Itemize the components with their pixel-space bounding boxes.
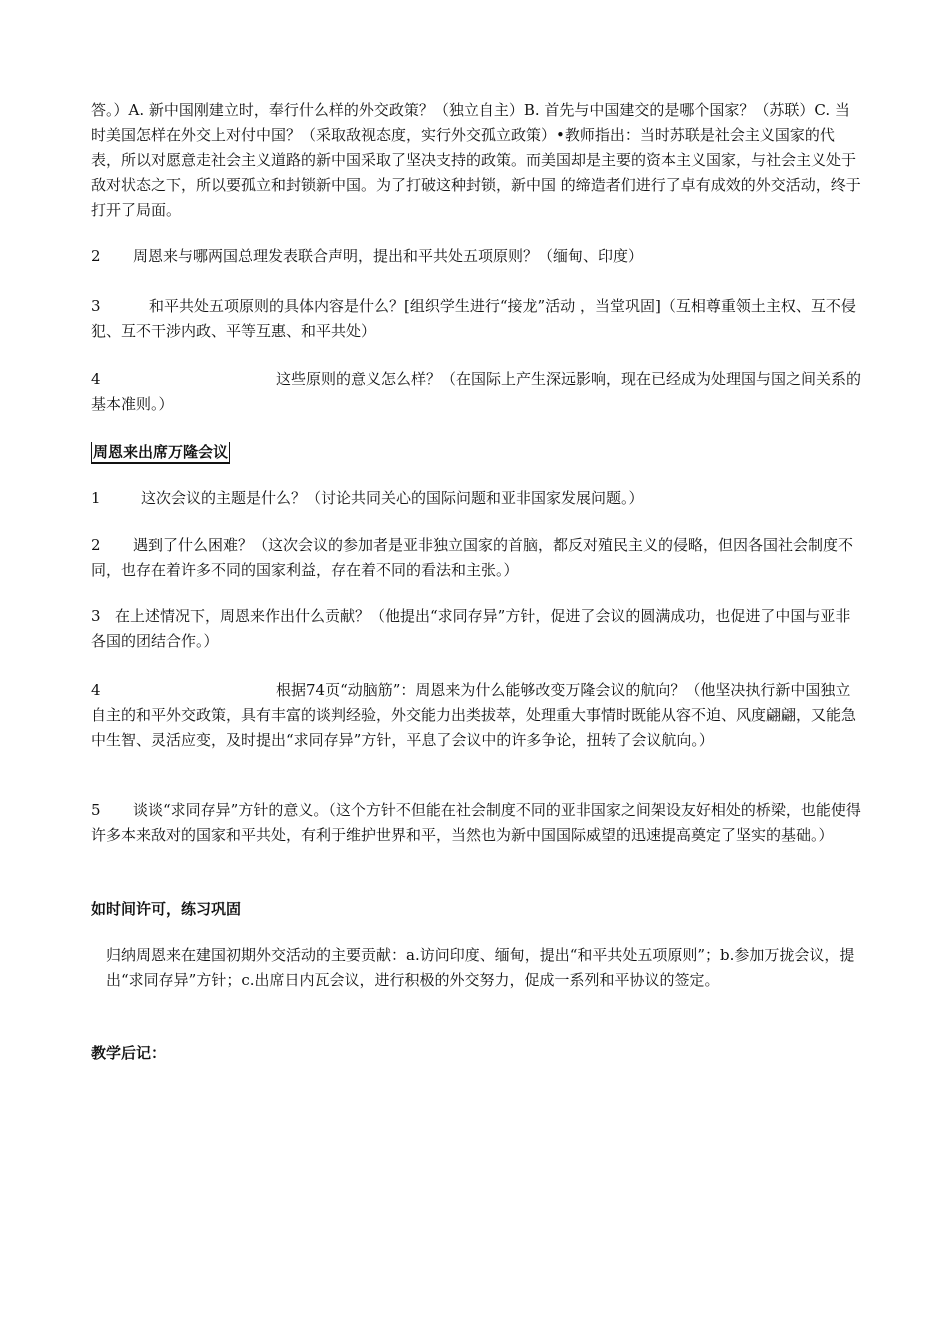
list-item bbox=[91, 486, 861, 511]
item-text: 这次会议的主题是什么？（讨论共同关心的国际问题和亚非国家发展问题。） bbox=[141, 489, 644, 507]
item-number: 5 bbox=[91, 801, 101, 819]
list-item bbox=[91, 367, 861, 417]
section-title-notes: 教学后记： bbox=[91, 1044, 167, 1062]
item-number: 2 bbox=[91, 247, 101, 265]
list-item bbox=[91, 294, 861, 344]
intro-paragraph: 答。）A. 新中国刚建立时，奉行什么样的外交政策？（独立自主）B. 首先与中国建交的是哪个国家？（苏联）C. 当时美国怎样在外交上对付中国？（采取敌视态度，实行外交孤立政策）•教师指出：当时苏联是社会主义国家的代表，所以对愿意走社会主义道路的新中国采取了坚决支持的政策。而美国却是主要的资本主义国家，与社会主义处于敌对状态之下，所以要孤立和封锁新中国。为了打破这种封锁，新中国 的缔造者们进行了卓有成效的外交活动，终于打开了局面。 bbox=[91, 101, 861, 219]
item-text: 谈谈“求同存异”方针的意义。（这个方针不但能在社会制度不同的亚非国家之间架设友好相处的桥梁，也能使得许多本来敌对的国家和平共处，有利于维护世界和平，当然也为新中国国际威望的迅速提高奠定了坚实的基础。） bbox=[91, 801, 861, 844]
section-title: 周恩来出席万隆会议 bbox=[91, 442, 230, 464]
item-text: 根据74页“动脑筋”：周恩来为什么能够改变万隆会议的航向？（他坚决执行新中国独立自主的和平外交政策，具有丰富的谈判经验，外交能力出类拔萃，处理重大事情时既能从容不迫、风度翩翩，又能急中生智、灵活应变，及时提出“求同存异”方针，平息了会议中的许多争论，扭转了会议航向。） bbox=[91, 681, 857, 749]
item-number: 3 bbox=[91, 607, 101, 625]
section-heading-bandung bbox=[91, 440, 861, 465]
item-number: 4 bbox=[91, 370, 101, 388]
list-item bbox=[91, 604, 861, 654]
item-text: 遇到了什么困难？（这次会议的参加者是亚非独立国家的首脑，都反对殖民主义的侵略，但因各国社会制度不同，也存在着许多不同的国家利益，存在着不同的看法和主张。） bbox=[91, 536, 854, 579]
summary-paragraph: 归纳周恩来在建国初期外交活动的主要贡献：a.访问印度、缅甸，提出“和平共处五项原则”；b.参加万拢会议，提出“求同存异”方针；c.出席日内瓦会议，进行积极的外交努力，促成一系列和平协议的签定。 bbox=[106, 946, 855, 989]
item-number: 3 bbox=[91, 297, 101, 315]
list-item bbox=[91, 678, 861, 753]
list-item bbox=[91, 533, 861, 583]
item-text: 在上述情况下，周恩来作出什么贡献？（他提出“求同存异”方针，促进了会议的圆满成功，也促进了中国与亚非各国的团结合作。） bbox=[91, 607, 851, 650]
item-text: 和平共处五项原则的具体内容是什么？[组织学生进行“接龙”活动 ，当堂巩固]（互相尊重领土主权、互不侵犯、互不干涉内政、平等互惠、和平共处） bbox=[91, 297, 856, 340]
list-item bbox=[91, 244, 861, 269]
list-item bbox=[91, 798, 861, 848]
item-number: 1 bbox=[91, 489, 101, 507]
item-number: 2 bbox=[91, 536, 101, 554]
item-number: 4 bbox=[91, 681, 101, 699]
item-text: 这些原则的意义怎么样？（在国际上产生深远影响，现在已经成为处理国与国之间关系的基本准则。） bbox=[91, 370, 862, 413]
item-text: 周恩来与哪两国总理发表联合声明，提出和平共处五项原则？（缅甸、印度） bbox=[133, 247, 644, 265]
section-title-practice: 如时间许可，练习巩固 bbox=[91, 900, 242, 918]
